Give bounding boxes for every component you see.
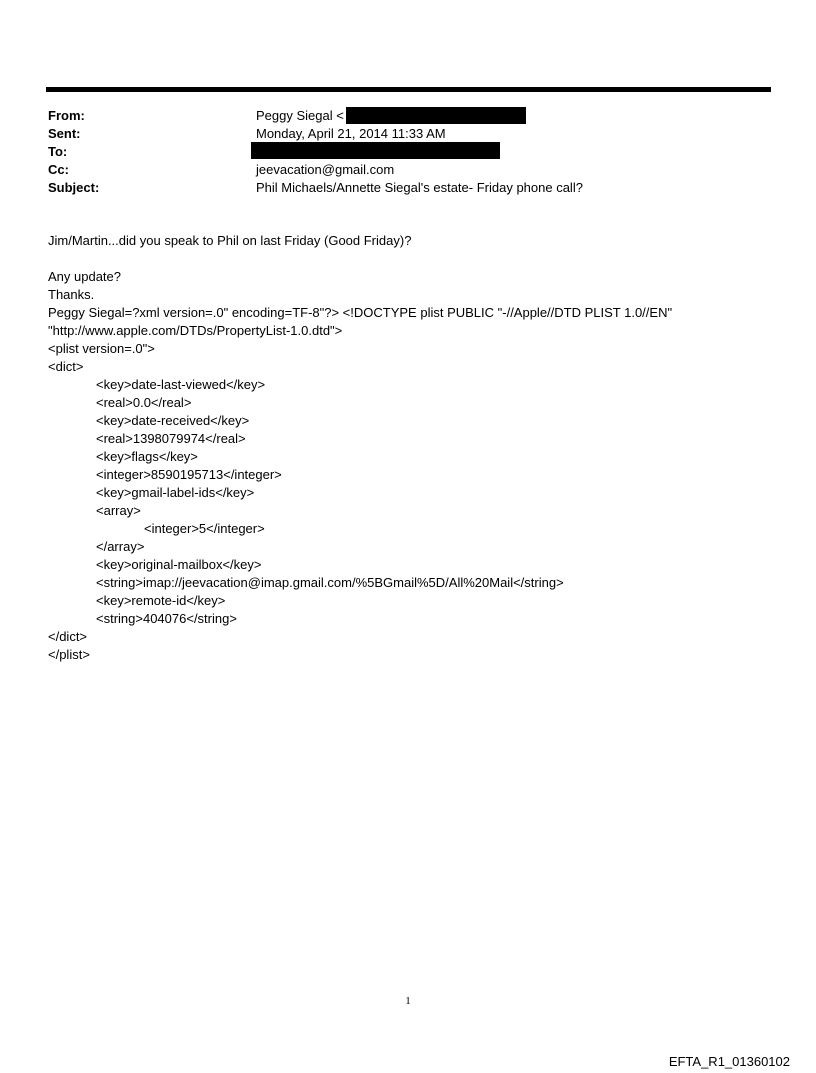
cc-value: jeevacation@gmail.com: [256, 162, 395, 177]
header-rule: [46, 87, 771, 92]
body-line: <integer>8590195713</integer>: [96, 467, 282, 482]
from-name: Peggy Siegal <: [256, 108, 344, 123]
subject-row: [48, 179, 768, 197]
cc-row: [48, 161, 768, 179]
sent-label: Sent:: [48, 126, 81, 141]
subject-value: Phil Michaels/Annette Siegal's estate- Friday phone call?: [256, 180, 583, 195]
body-line: <string>imap://jeevacation@imap.gmail.com/%5BGmail%5D/All%20Mail</string>: [96, 575, 564, 590]
body-line: Thanks.: [48, 287, 95, 302]
body-line: Any update?: [48, 269, 122, 284]
body-line: </dict>: [48, 629, 88, 644]
body-line: "http://www.apple.com/DTDs/PropertyList-1.0.dtd">: [48, 323, 343, 338]
body-line: <key>remote-id</key>: [96, 593, 226, 608]
body-line: <real>0.0</real>: [96, 395, 192, 410]
body-line: <dict>: [48, 359, 84, 374]
sent-value: Monday, April 21, 2014 11:33 AM: [256, 126, 446, 141]
cc-label: Cc:: [48, 162, 69, 177]
body-line: Peggy Siegal=?xml version=.0" encoding=TF-8"?> <!DOCTYPE plist PUBLIC "-//Apple//DTD PLIST 1.0//EN": [48, 305, 673, 320]
body-line: <real>1398079974</real>: [96, 431, 246, 446]
blank-line: [48, 250, 768, 268]
body-line: <integer>5</integer>: [144, 521, 265, 536]
body-line: <array>: [96, 503, 141, 518]
from-value: [256, 107, 526, 125]
redaction-box: [346, 107, 526, 124]
body-line: </plist>: [48, 647, 90, 662]
to-label: To:: [48, 144, 68, 159]
body-line: <plist version=.0">: [48, 341, 155, 356]
redaction-box: [251, 142, 500, 159]
body-line: <key>date-last-viewed</key>: [96, 377, 266, 392]
document-id: EFTA_R1_01360102: [668, 1054, 790, 1069]
page-number: 1: [405, 995, 411, 1007]
email-body: [48, 232, 768, 664]
subject-label: Subject:: [48, 180, 100, 195]
body-line: <string>404076</string>: [96, 611, 237, 626]
body-line: <key>gmail-label-ids</key>: [96, 485, 255, 500]
from-label: From:: [48, 108, 85, 123]
body-line: Jim/Martin...did you speak to Phil on last Friday (Good Friday)?: [48, 233, 412, 248]
body-line: <key>original-mailbox</key>: [96, 557, 262, 572]
body-line: <key>flags</key>: [96, 449, 198, 464]
to-row: [48, 143, 768, 161]
from-row: [48, 107, 768, 125]
email-header: [48, 107, 768, 197]
sent-row: [48, 125, 768, 143]
body-line: </array>: [96, 539, 145, 554]
body-line: <key>date-received</key>: [96, 413, 250, 428]
